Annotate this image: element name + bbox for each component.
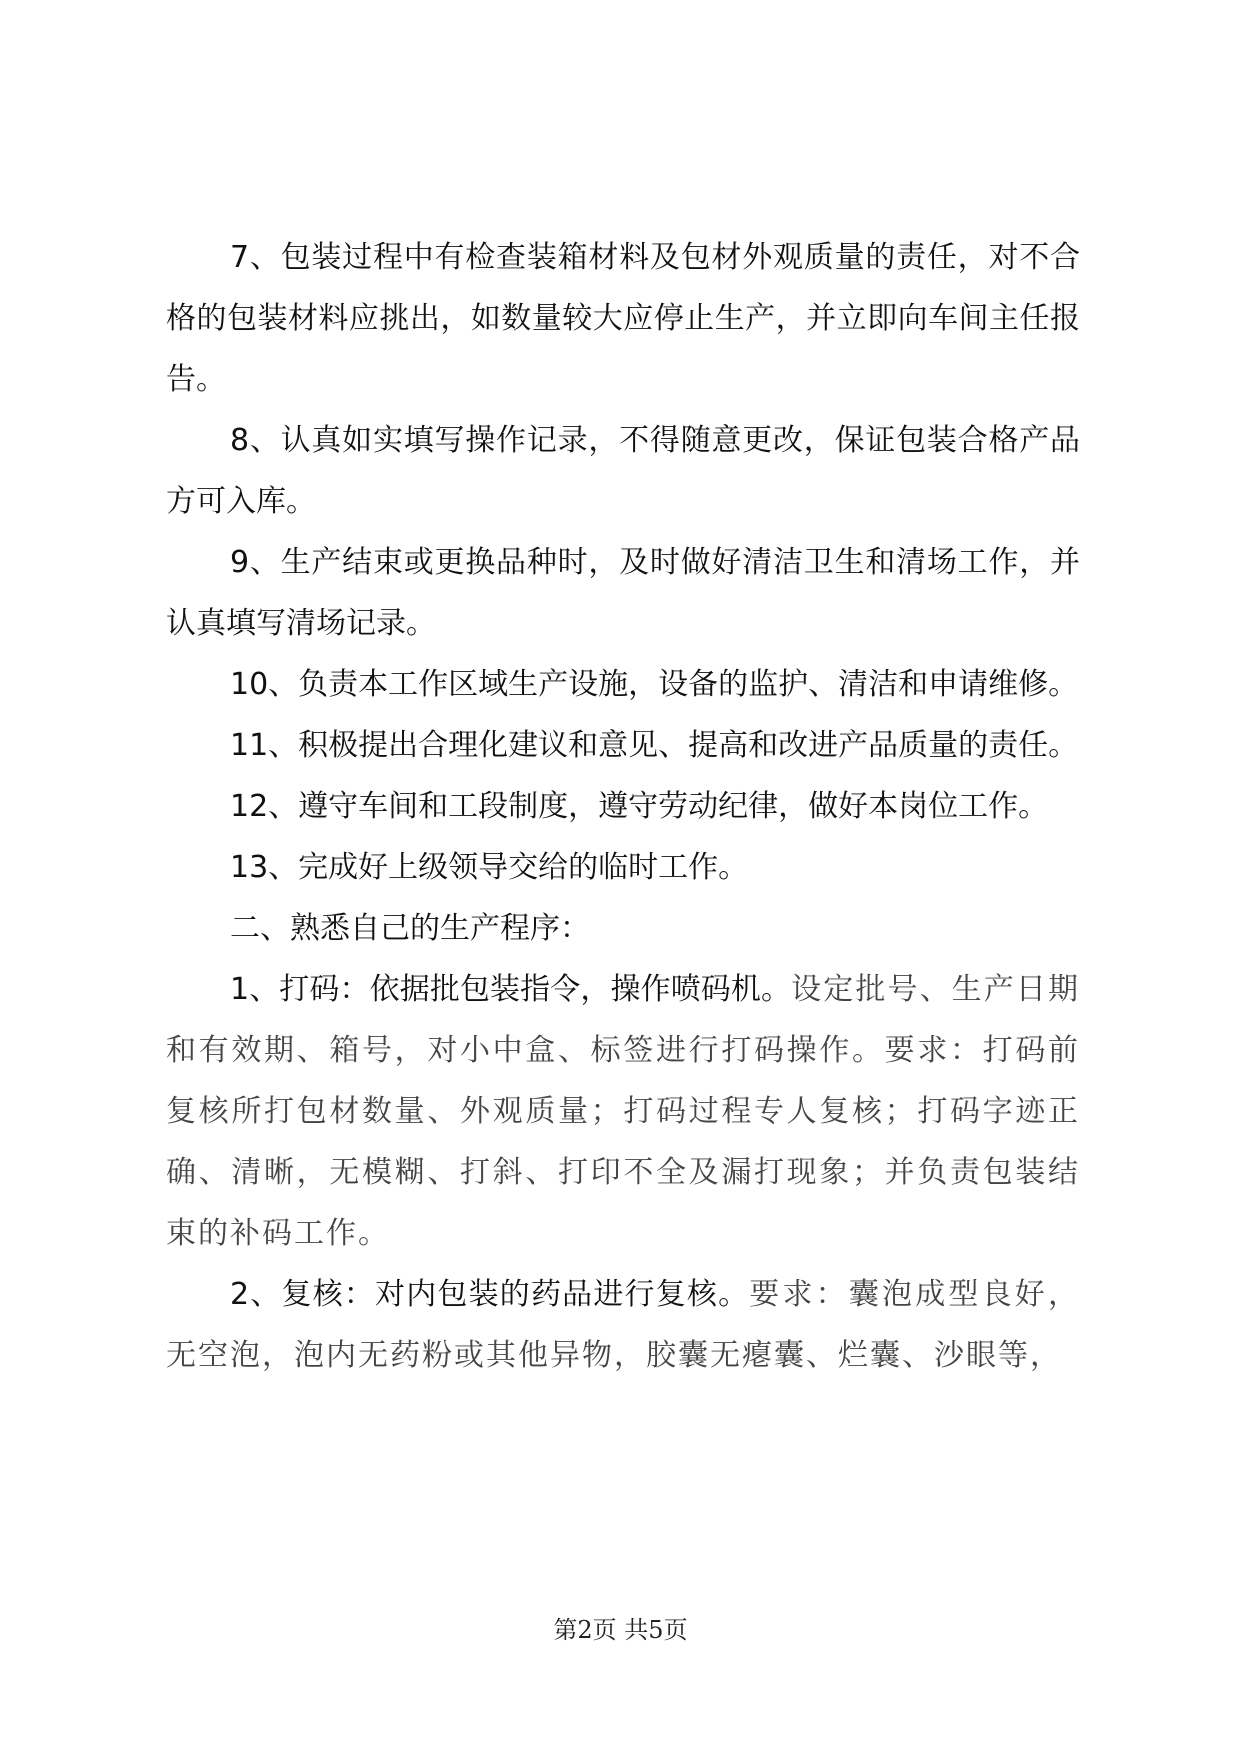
document-body — [166, 227, 1080, 1386]
procedure-step-2 — [166, 1264, 1080, 1386]
paragraph-item-11: 11、积极提出合理化建议和意见、提高和改进产品质量的责任。 — [230, 728, 1079, 763]
paragraph-item-9: 9、生产结束或更换品种时，及时做好清洁卫生和清场工作，并认真填写清场记录。 — [166, 545, 1080, 641]
paragraph-item-10: 10、负责本工作区域生产设施，设备的监护、清洁和申请维修。 — [230, 667, 1079, 702]
procedure-step-2-detail: 要求：囊泡成型良好，无空泡，泡内无药粉或其他异物，胶囊无瘪囊、烂囊、沙眼等， — [166, 1277, 1080, 1373]
procedure-step-1 — [166, 959, 1080, 1264]
procedure-step-1-lead: 1、打码：依据批包装指令，操作喷码机。 — [230, 972, 792, 1007]
procedure-step-1-detail: 设定批号、生产日期和有效期、箱号，对小中盒、标签进行打码操作。要求：打码前复核所打包材数量、外观质量；打码过程专人复核；打码字迹正确、清晰，无模糊、打斜、打印不全及漏打现象；并负责包装结束的补码工作。 — [166, 972, 1081, 1251]
section-heading-2: 二、熟悉自己的生产程序： — [230, 911, 590, 946]
paragraph-item-7: 7、包装过程中有检查装箱材料及包材外观质量的责任，对不合格的包装材料应挑出，如数量较大应停止生产，并立即向车间主任报告。 — [166, 240, 1080, 397]
procedure-step-2-lead: 2、复核：对内包装的药品进行复核。 — [230, 1277, 750, 1312]
page-number-footer: 第2页 共5页 — [553, 1616, 688, 1644]
paragraph-item-12: 12、遵守车间和工段制度，遵守劳动纪律，做好本岗位工作。 — [230, 789, 1049, 824]
paragraph-item-8: 8、认真如实填写操作记录，不得随意更改，保证包装合格产品方可入库。 — [166, 423, 1080, 519]
paragraph-item-13: 13、完成好上级领导交给的临时工作。 — [230, 850, 749, 885]
